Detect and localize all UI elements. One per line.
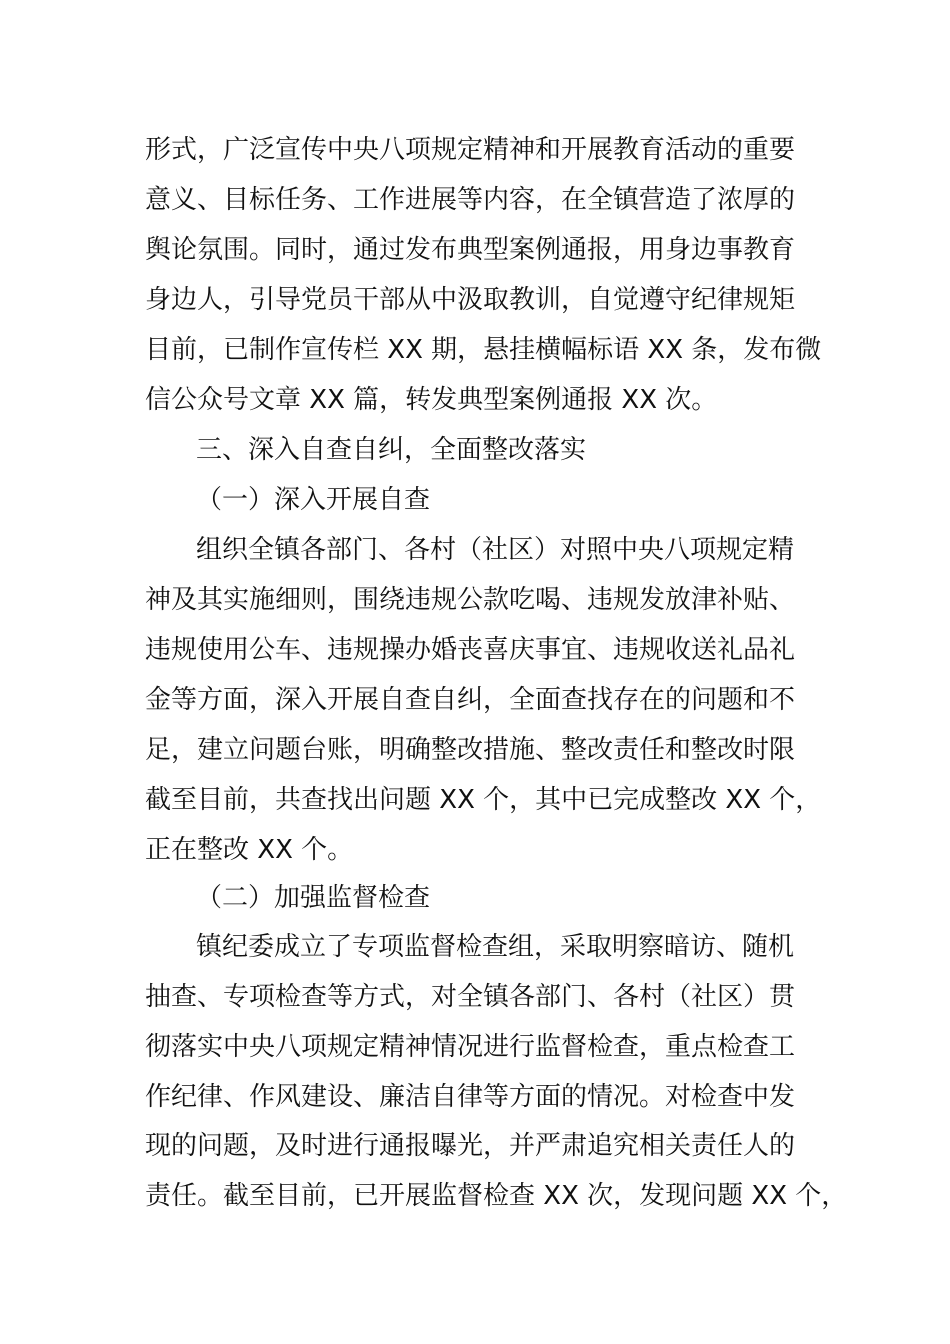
paragraph-line: 彻落实中央八项规定精神情况进行监督检查，重点检查工 — [145, 1032, 796, 1062]
paragraph-line: 身边人，引导党员干部从中汲取教训，自觉遵守纪律规矩 — [145, 285, 796, 315]
paragraph-line: 正在整改 XX 个。 — [145, 835, 354, 865]
paragraph-line: 现的问题，及时进行通报曝光，并严肃追究相关责任人的 — [145, 1131, 796, 1161]
paragraph-line: 意义、目标任务、工作进展等内容，在全镇营造了浓厚的 — [145, 185, 796, 215]
paragraph-line: 信公众号文章 XX 篇，转发典型案例通报 XX 次。 — [145, 385, 718, 415]
paragraph-line: 组织全镇各部门、各村（社区）对照中央八项规定精 — [196, 535, 795, 565]
paragraph-line: 责任。截至目前，已开展监督检查 XX 次，发现问题 XX 个， — [145, 1181, 848, 1211]
paragraph-line: 金等方面，深入开展自查自纠，全面查找存在的问题和不 — [145, 685, 796, 715]
paragraph-line: 目前，已制作宣传栏 XX 期，悬挂横幅标语 XX 条，发布微 — [145, 335, 822, 365]
paragraph-line: 足，建立问题台账，明确整改措施、整改责任和整改时限 — [145, 735, 796, 765]
paragraph-line: 神及其实施细则，围绕违规公款吃喝、违规发放津补贴、 — [145, 585, 796, 615]
paragraph-line: 镇纪委成立了专项监督检查组，采取明察暗访、随机 — [196, 932, 795, 962]
paragraph-line: 违规使用公车、违规操办婚丧喜庆事宜、违规收送礼品礼 — [145, 635, 796, 665]
subsection-heading: （一）深入开展自查 — [196, 485, 431, 515]
paragraph-line: 截至目前，共查找出问题 XX 个，其中已完成整改 XX 个， — [145, 785, 822, 815]
paragraph-line: 舆论氛围。同时，通过发布典型案例通报，用身边事教育 — [145, 235, 796, 265]
section-heading: 三、深入自查自纠，全面整改落实 — [196, 435, 587, 465]
paragraph-line: 形式，广泛宣传中央八项规定精神和开展教育活动的重要 — [145, 135, 796, 165]
paragraph-line: 作纪律、作风建设、廉洁自律等方面的情况。对检查中发 — [145, 1082, 796, 1112]
paragraph-line: 抽查、专项检查等方式，对全镇各部门、各村（社区）贯 — [145, 982, 796, 1012]
subsection-heading: （二）加强监督检查 — [196, 883, 431, 913]
